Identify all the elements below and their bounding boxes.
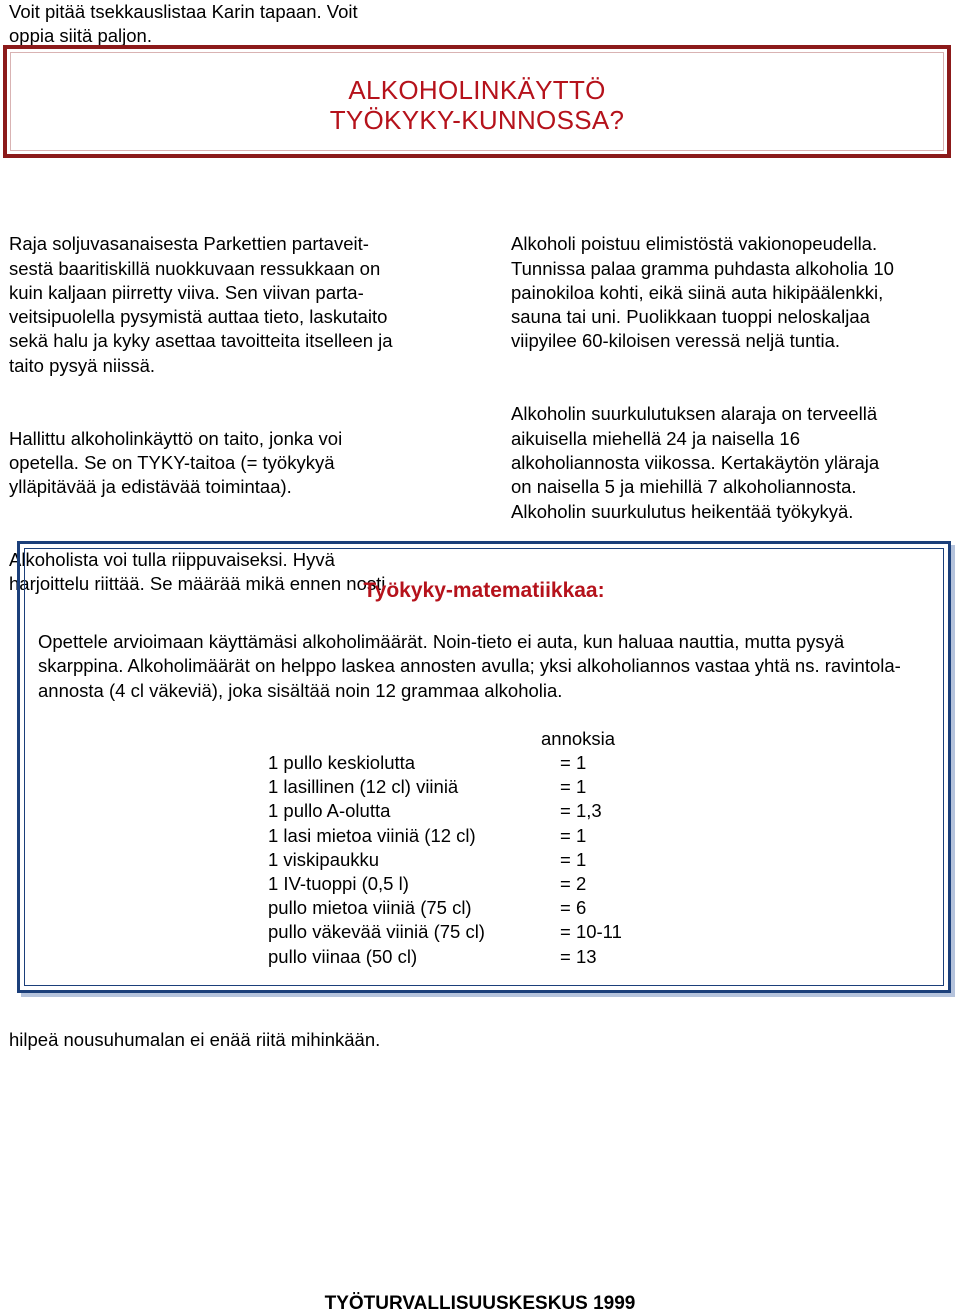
footer-publisher: TYÖTURVALLISUUSKESKUS 1999 — [324, 1293, 636, 1314]
drink-name: 1 pullo keskiolutta — [268, 752, 416, 773]
right-column — [511, 208, 951, 572]
drink-name: pullo viinaa (50 cl) — [268, 945, 418, 967]
table-row — [268, 775, 622, 799]
drink-portions: = 10-11 — [560, 921, 622, 943]
drink-table — [268, 751, 622, 969]
left-paragraph-1: Raja soljuvasanaisesta Parkettien partaveit- sestä baaritiskillä nuokkuvaan ressukkaan on kuin kaljaan piirretty viiva. Sen viivan parta- veitsipuolella pysymistä auttaa tieto, laskutaito sekä halu ja kyky asettaa tavoitteita itselleen ja taito pysyä niissä. — [9, 233, 393, 376]
page-title: ALKOHOLINKÄYTTÖ TYÖKYKY-KUNNOSSA? — [329, 75, 625, 135]
drink-portions: = 2 — [560, 873, 587, 895]
title-box — [3, 45, 951, 158]
drink-name: 1 pullo A-olutta — [268, 800, 391, 822]
table-row — [268, 751, 622, 775]
table-row — [268, 920, 622, 944]
drink-name: 1 viskipaukku — [268, 848, 380, 870]
drink-name: pullo väkevää viiniä (75 cl) — [268, 921, 485, 943]
math-box — [17, 541, 951, 993]
drink-portions: = 6 — [560, 897, 587, 919]
right-paragraph-1: Alkoholi poistuu elimistöstä vakionopeudella. Tunnissa palaa gramma puhdasta alkoholia 10 painokiloa kohti, eikä siinä auta hikipäälenkki, sauna tai uni. Puolikkaan tuoppi neloskaljaa viipyilee 60-kiloisen veressä neljä tuntia. — [511, 233, 894, 352]
right-paragraph-2: Alkoholin suurkulutuksen alaraja on terveellä aikuisella miehellä 24 ja naisella 16 alkoholiannosta viikossa. Kertakäytön yläraja on naisella 5 ja miehillä 7 alkoholiannosta. Alkoholin suurkulutus heikentää työkykyä. — [511, 403, 880, 522]
table-row — [268, 896, 622, 920]
drink-portions: = 1 — [560, 752, 587, 773]
drink-name: 1 IV-tuoppi (0,5 l) — [268, 873, 409, 895]
drink-name: 1 lasi mietoa viiniä (12 cl) — [268, 824, 476, 846]
bottom-note: hilpeä nousuhumalan ei enää riitä mihinkään. — [9, 1029, 381, 1050]
portions-column-header: annoksia — [541, 728, 616, 749]
drink-portions: = 1,3 — [560, 800, 602, 822]
drink-portions: = 1 — [560, 824, 587, 846]
table-row — [268, 799, 622, 823]
table-row — [268, 848, 622, 872]
left-paragraph-3: Alkoholista voi tulla riippuvaiseksi. Hyvä harjoittelu riittää. Se määrää mikä ennen nosti — [9, 549, 386, 595]
table-row — [268, 872, 622, 896]
drink-portions: = 1 — [560, 848, 587, 870]
drink-name: 1 lasillinen (12 cl) viiniä — [268, 776, 459, 798]
left-paragraph-2: Hallittu alkoholinkäyttö on taito, jonka voi opetella. Se on TYKY-taitoa (= työkykyä ylläpitävää ja edistävää toimintaa). — [9, 427, 343, 498]
table-row — [268, 824, 622, 848]
top-note: Voit pitää tsekkauslistaa Karin tapaan. Voit oppia siitä paljon. — [9, 1, 358, 47]
math-box-title: Työkyky-matematiikkaa: — [363, 579, 605, 602]
table-row — [268, 945, 622, 969]
math-box-intro: Opettele arvioimaan käyttämäsi alkoholimäärät. Noin-tieto ei auta, kun haluaa nauttia, mutta pysyä skarppina. Alkoholimäärät on helppo laskea annosten avulla; yksi alkoholiannos vastaa yhtä ns. ravintola-annosta (4 cl väkeviä), joka sisältää noin 12 grammaa alkoholia. — [38, 631, 901, 701]
drink-name: pullo mietoa viiniä (75 cl) — [268, 897, 472, 919]
drink-portions: = 13 — [560, 945, 597, 967]
drink-portions: = 1 — [560, 776, 587, 798]
